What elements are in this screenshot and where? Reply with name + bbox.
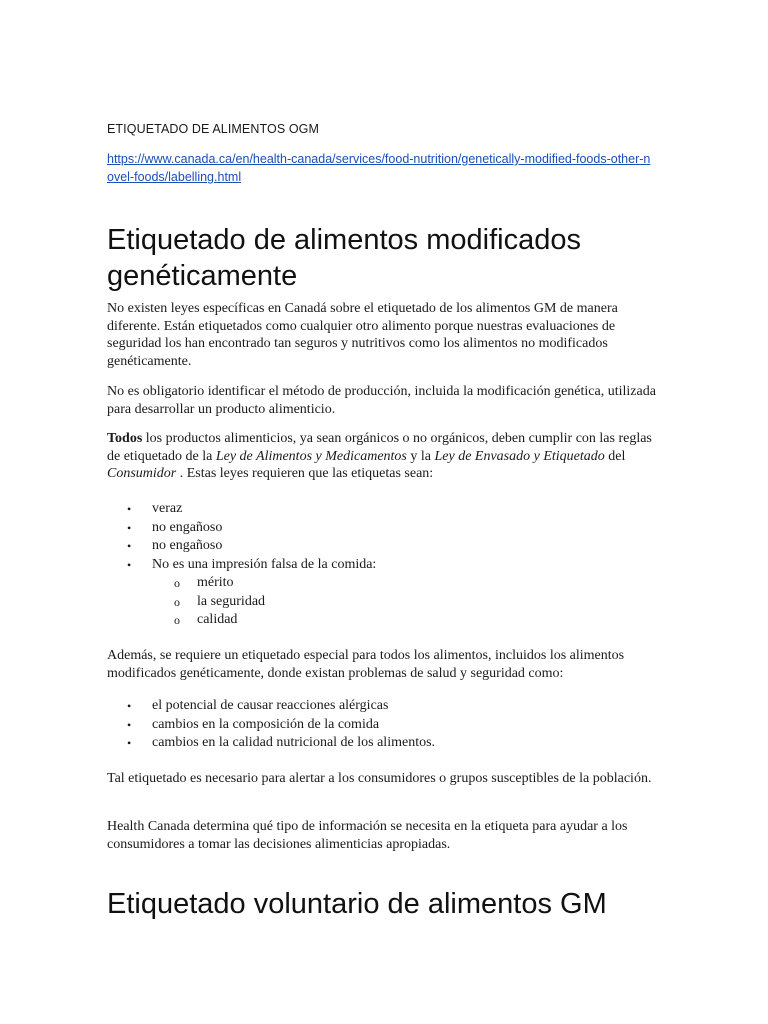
list-item: • veraz (107, 500, 376, 519)
list-item: • cambios en la composición de la comida (107, 716, 435, 735)
sublist-item: o mérito (107, 574, 376, 593)
paragraph-special-labelling: Además, se requiere un etiquetado especial para todos los alimentos, incluidos los alimentos modificados genéticamente, donde existan problemas de salud y seguridad como: (107, 648, 625, 681)
section-heading-gm-labelling: Etiquetado de alimentos modificados genéticamente (107, 224, 581, 292)
list-item: • no engañoso (107, 537, 376, 556)
false-impression-sublist (152, 574, 376, 630)
paragraph-production-method: No es obligatorio identificar el método de producción, incluida la modificación genética, utilizada para desarrollar un producto alimenticio. (107, 384, 656, 417)
law-packaging-labelling: Ley de Envasado y Etiquetado (434, 448, 605, 464)
paragraph-health-canada: Health Canada determina qué tipo de información se necesita en la etiqueta para ayudar a los consumidores a tomar las decisiones alimenticias apropiadas. (107, 819, 628, 852)
health-safety-concerns-list (107, 697, 435, 753)
sublist-item: o la seguridad (107, 593, 376, 612)
paragraph-alert-consumers: Tal etiquetado es necesario para alertar a los consumidores o grupos susceptibles de la población. (107, 771, 652, 786)
paragraph-no-specific-laws: No existen leyes específicas en Canadá sobre el etiquetado de los alimentos GM de manera diferente. Están etiquetados como cualquier otro alimento porque nuestras evaluaciones de seguridad los han encontrado tan seguros y nutritivos como los alimentos no modificados genéticamente. (107, 301, 618, 369)
list-item: • el potencial de causar reacciones alérgicas (107, 697, 435, 716)
list-item: • No es una impresión falsa de la comida: o mérito o la seguridad o calidad (107, 556, 376, 630)
law-consumer: Consumidor (107, 466, 177, 481)
list-item: • cambios en la calidad nutricional de los alimentos. (107, 734, 435, 753)
label-requirements-list (107, 500, 376, 630)
law-food-drugs: Ley de Alimentos y Medicamentos (215, 448, 407, 464)
document-title: ETIQUETADO DE ALIMENTOS OGM (107, 122, 319, 136)
bold-todos: Todos (107, 431, 143, 446)
paragraph-all-products: Todos los productos alimenticios, ya sean orgánicos o no orgánicos, deben cumplir con las reglas de etiquetado de la Ley de Alimentos y Medicamentos y la Ley de Envasado y Etiquetado del Consumidor . Estas leyes requieren que las etiquetas sean: (107, 431, 652, 481)
section-heading-voluntary-labelling: Etiquetado voluntario de alimentos GM (107, 888, 607, 920)
list-item: • no engañoso (107, 519, 376, 538)
sublist-item: o calidad (107, 611, 376, 630)
source-link[interactable]: https://www.canada.ca/en/health-canada/services/food-nutrition/genetically-modified-foods-other-novel-foods/labelling.html (107, 152, 651, 184)
